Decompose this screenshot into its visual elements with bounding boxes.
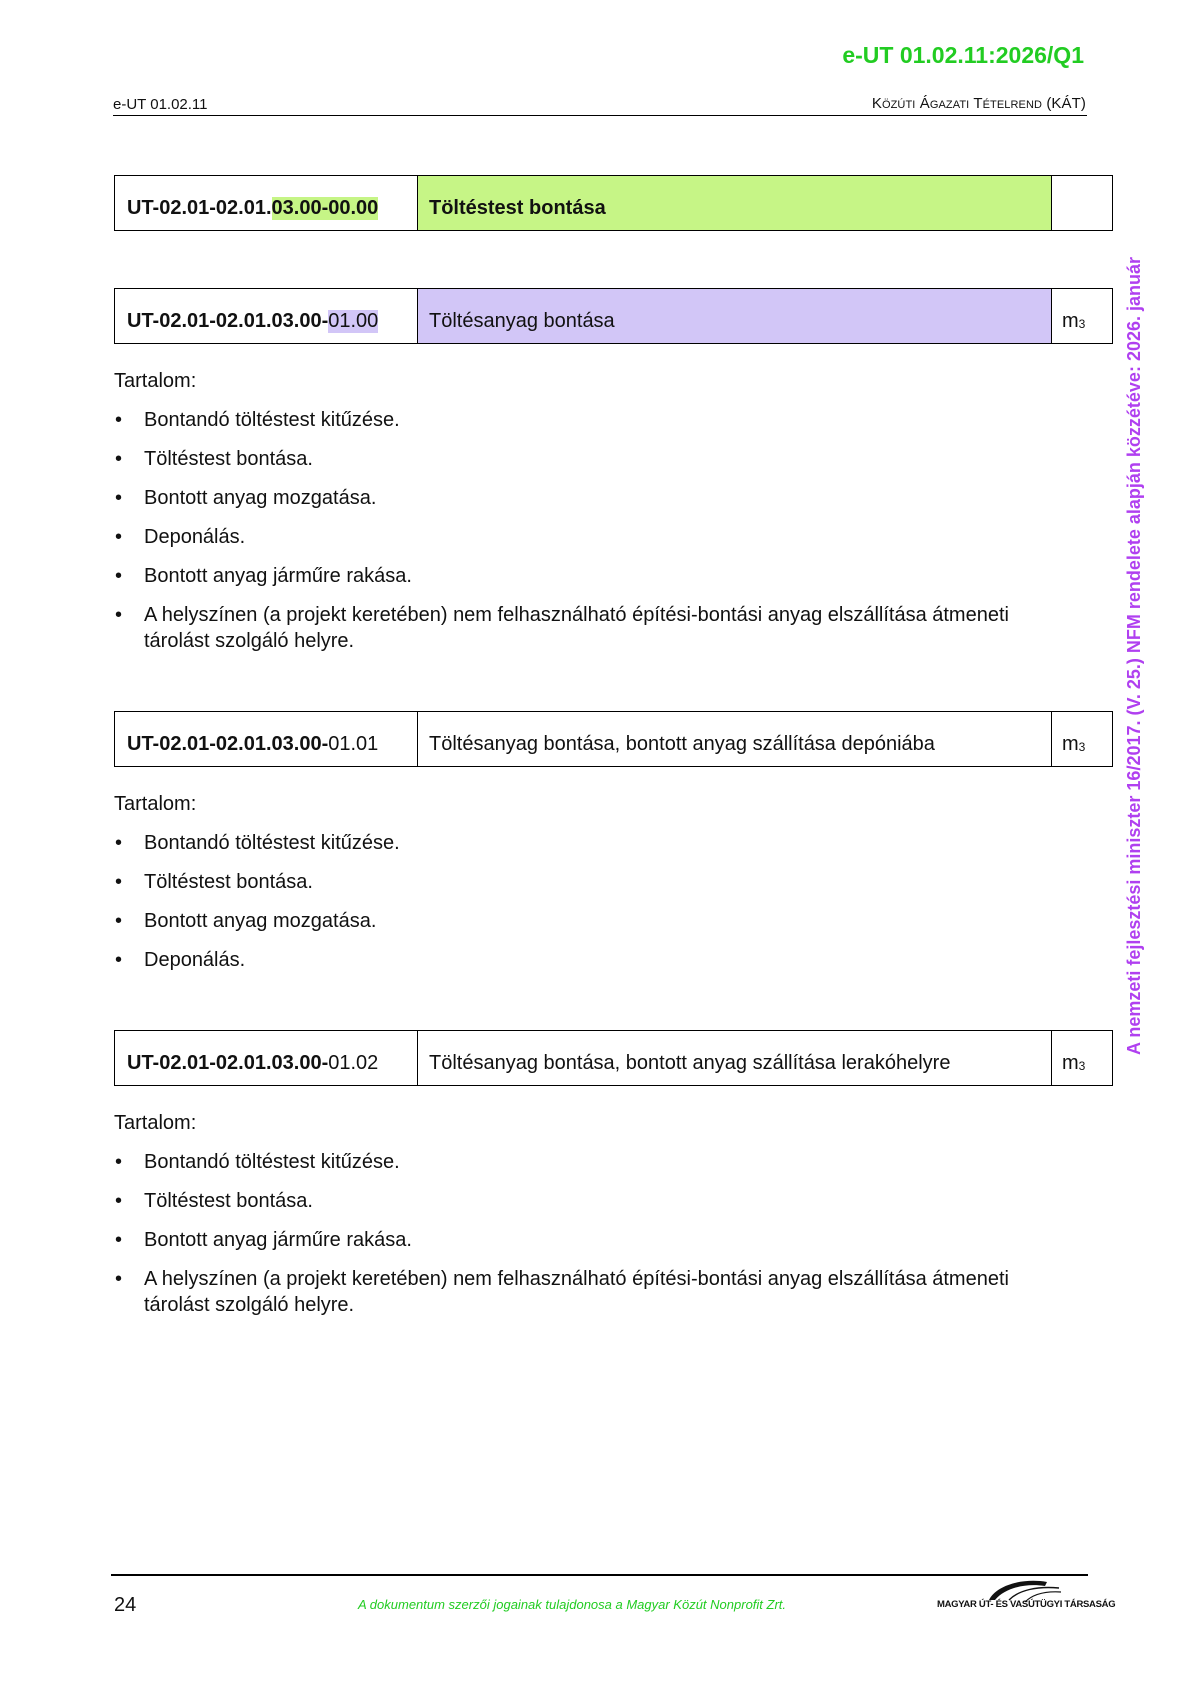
list-item: • Deponálás. [114,524,1014,550]
item-title: Töltésanyag bontása [418,289,1052,343]
header-right: Közúti Ágazati Tételrend (KÁT) [871,95,1086,112]
item-unit: m $^3$ [1062,733,1086,755]
item-code [115,289,418,343]
list-item: • Deponálás. [114,947,1014,973]
logo-text: MAGYAR ÚT- ÉS VASÚTÜGYI TÁRSASÁG [937,1599,1116,1610]
list-item: • A helyszínen (a projekt keretében) nem felhasználható építési-bontási anyag elszállítása átmeneti tárolást szolgáló helyre. [114,602,1014,654]
header-left: e-UT 01.02.11 [113,96,208,113]
content-list [114,830,1014,986]
item-unit: m $^3$ [1062,1052,1086,1074]
item-code-prefix: UT-02.01-02.01.03.00- [127,1052,329,1074]
item-code-highlight: 03.00-00.00 [271,197,379,219]
item-title: Töltésanyag bontása, bontott anyag szállítása lerakóhelyre [418,1031,1052,1085]
content-list [114,407,1014,667]
page-number: 24 [114,1594,137,1616]
list-item: • Bontott anyag mozgatása. [114,908,1014,934]
list-item: • Bontott anyag mozgatása. [114,485,1014,511]
item-row [114,1030,1113,1086]
item-title: Töltéstest bontása [418,176,1052,230]
footer-divider [111,1574,1088,1576]
item-code-prefix: UT-02.01-02.01. [127,197,272,219]
content-label: Tartalom: [114,793,197,815]
item-code-suffix: 01.01 [328,733,379,755]
item-code-suffix: 01.02 [328,1052,379,1074]
list-item: • Bontandó töltéstest kitűzése. [114,407,1014,433]
list-item: • Bontott anyag járműre rakása. [114,1227,1014,1253]
side-publication-note: A nemzeti fejlesztési miniszter 16/2017. (V. 25.) NFM rendelete alapján közzétéve: 2026. január [1124,256,1144,1055]
document-code: e-UT 01.02.11:2026/Q1 [842,42,1084,68]
item-code-prefix: UT-02.01-02.01.03.00- [127,733,329,755]
list-item: • Töltéstest bontása. [114,869,1014,895]
item-row [114,288,1113,344]
item-row-group [114,175,1113,231]
item-code-prefix: UT-02.01-02.01.03.00- [127,310,329,332]
list-item: • A helyszínen (a projekt keretében) nem felhasználható építési-bontási anyag elszállítása átmeneti tárolást szolgáló helyre. [114,1266,1014,1318]
publisher-logo [937,1578,1116,1614]
item-code [115,176,418,230]
item-title: Töltésanyag bontása, bontott anyag szállítása depóniába [418,712,1052,766]
footer-copyright: A dokumentum szerzői jogainak tulajdonosa a Magyar Közút Nonprofit Zrt. [358,1597,787,1612]
item-code [115,1031,418,1085]
item-unit: m $^3$ [1062,310,1086,332]
item-unit [1052,176,1112,230]
list-item: • Töltéstest bontása. [114,446,1014,472]
header-divider [113,115,1087,116]
list-item: • Töltéstest bontása. [114,1188,1014,1214]
item-code [115,712,418,766]
item-code-highlight: 01.00 [328,310,379,332]
list-item: • Bontandó töltéstest kitűzése. [114,830,1014,856]
content-list [114,1149,1014,1331]
content-label: Tartalom: [114,1112,197,1134]
list-item: • Bontott anyag járműre rakása. [114,563,1014,589]
item-row [114,711,1113,767]
content-label: Tartalom: [114,370,197,392]
list-item: • Bontandó töltéstest kitűzése. [114,1149,1014,1175]
